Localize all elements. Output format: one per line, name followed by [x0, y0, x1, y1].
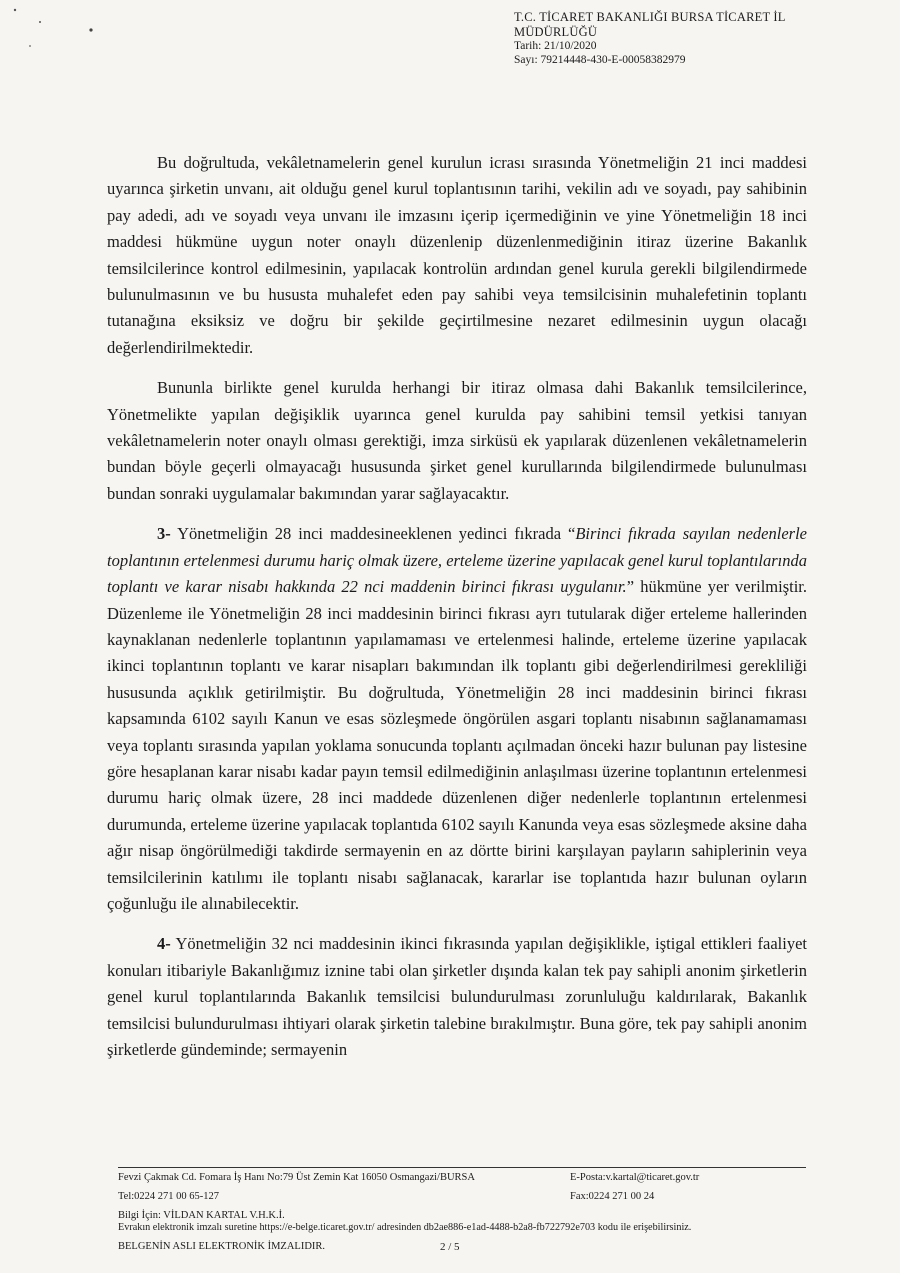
document-header	[514, 10, 894, 67]
footer-email: E-Posta:v.kartal@ticaret.gov.tr	[570, 1172, 700, 1183]
page-number: 2 / 5	[440, 1241, 460, 1253]
paragraph-4	[107, 931, 807, 1063]
footer-tel: Tel:0224 271 00 65-127	[118, 1191, 220, 1202]
footer-verification-note: Evrakın elektronik imzalı suretine https://e-belge.ticaret.gov.tr/ adresinden db2ae886-e1ad-4488-b2a8-fb722792e703 kodu ile erişebilirsiniz.	[118, 1222, 692, 1233]
document-date: Tarih: 21/10/2020	[514, 40, 597, 52]
paragraph-4-text: Yönetmeliğin 32 nci maddesinin ikinci fıkrasında yapılan değişiklikle, iştigal ettikleri faaliyet konuları itibariyle Bakanlığımız iznine tabi olan şirketler dışında kalan tek pay sahipli anonim şirketlerin genel kurul toplantılarında Bakanlık temsilcisi bulundurulması zorunluluğu kaldırılarak, Bakanlık temsilcisi bulundurulması ihtiyari olarak şirketin talebine bırakılmıştır. Buna göre, tek pay sahipli anonim şirketlerde gündeminde; sermayenin	[107, 934, 807, 1059]
organization-name-line1: T.C. TİCARET BAKANLIĞI BURSA TİCARET İL	[514, 10, 786, 24]
footer-address: Fevzi Çakmak Cd. Fomara İş Hanı No:79 Üst Zemin Kat 16050 Osmangazi/BURSA	[118, 1172, 475, 1183]
paragraph-3-quote: Birinci fıkrada sayılan nedenlerle toplantının ertelenmesi durumu hariç olmak üzere, erteleme üzerine yapılacak genel kurul toplantılarında toplantı ve karar nisabı hakkında 22 nci maddenin birinci fıkrası uygulanır.	[107, 524, 807, 597]
footer-fax: Fax:0224 271 00 24	[570, 1191, 655, 1202]
footer-signed-note: BELGENİN ASLI ELEKTRONİK İMZALIDIR.	[118, 1241, 326, 1252]
scan-specks	[0, 0, 120, 60]
item-number-4: 4-	[157, 934, 171, 954]
organization-name-line2: MÜDÜRLÜĞÜ	[514, 24, 598, 39]
document-number: Sayı: 79214448-430-E-00058382979	[514, 54, 686, 66]
footer-contact-person: Bilgi İçin: VİLDAN KARTAL V.H.K.İ.	[118, 1210, 285, 1221]
paragraph-3-rest: ” hükmüne yer verilmiştir. Düzenleme ile Yönetmeliğin 28 inci maddesinin birinci fıkrası ayrı tutularak diğer erteleme hallerinden kaynaklanan nedenlerle toplantının yapılamaması ve ertelenmesi halinde, erteleme üzerine yapılacak ikinci toplantının toplantı ve karar nisapları bakımından ilk toplantı gibi değerlendirilmesi gerekliliği hususunda açıklık getirilmiştir. Bu doğrultuda, Yönetmeliğin 28 inci maddesinin birinci fıkrası kapsamında 6102 sayılı Kanun ve esas sözleşmede öngörülen asgari toplantı nisabının sağlanamaması veya toplantı sırasında yapılan yoklama sonucunda toplantı açılmadan önceki hazır bulunan pay listesine göre hesaplanan karar nisabı kadar payın temsil edilmediğinin anlaşılması üzerine toplantının ertelenmesi durumu hariç olmak üzere, 28 inci maddede düzenlenen diğer nedenlerle toplantının ertelenmesi durumunda, erteleme üzerine yapılacak toplantıda 6102 sayılı Kanunda veya esas sözleşmede aksine daha ağır nisap öngörülmediği takdirde sermayenin en az dörtte birini karşılayan payların sahiplerinin veya temsilcilerinin katılımı ile toplantı nisabı sağlanacak, kararlar ise toplantıda hazır bulunan oyların çoğunluğu ile alınabilecektir.	[107, 577, 807, 913]
paragraph-3	[107, 521, 807, 917]
document-body	[107, 150, 807, 1077]
footer-divider	[118, 1167, 806, 1168]
paragraph-1: Bu doğrultuda, vekâletnamelerin genel kurulun icrası sırasında Yönetmeliğin 21 inci maddesi uyarınca şirketin unvanı, ait olduğu genel kurul toplantısının tarihi, vekilin adı ve soyadı, pay sahibinin pay adedi, adı ve soyadı veya unvanı ile imzasını içerip içermediğinin ve yine Yönetmeliğin 18 inci maddesi hükmüne uygun noter onaylı düzenlenip düzenlenmediğinin itiraz üzerine Bakanlık temsilcilerince kontrol edilmesinin, yapılacak kontrolün ardından genel kurula gerekli bilgilendirmede bulunulmasının ve bu hususta muhalefet eden pay sahibi veya temsilcisinin muhalefetinin toplantı tutanağına eksiksiz ve doğru bir şekilde geçirtilmesine nezaret edilmesinin uygun olacağı değerlendirilmektedir.	[107, 153, 807, 357]
paragraph-3-intro: Yönetmeliğin 28 inci maddesineeklenen yedinci fıkrada “	[170, 524, 576, 544]
item-number-3: 3-	[157, 524, 171, 544]
paragraph-2: Bununla birlikte genel kurulda herhangi bir itiraz olmasa dahi Bakanlık temsilcilerince, Yönetmelikte yapılan değişiklik uyarınca genel kurulda pay sahibini temsil yetkisi tanıyan vekâletnamelerin noter onaylı olması gerektiği, imza sirküsü ek yapılarak düzenlenen vekâletnamelerin bundan böyle geçerli olmayacağı hususunda şirket genel kurullarında bilgilendirmede bulunulması bundan sonraki uygulamalar bakımından yarar sağlayacaktır.	[107, 378, 807, 503]
